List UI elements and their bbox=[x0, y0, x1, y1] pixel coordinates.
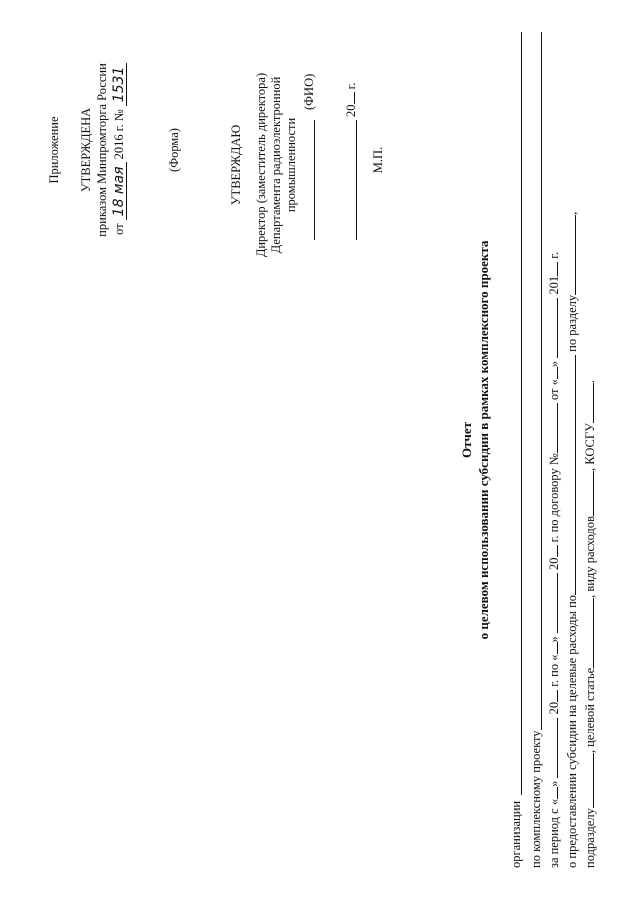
order-text: приказом Минпромторга России bbox=[95, 63, 109, 237]
approve-label: УТВЕРЖДАЮ bbox=[229, 124, 243, 206]
subsidy-row: о предоставлении субсидии на целевые расходы по по разделу, bbox=[565, 211, 579, 868]
classification-row: подразделу, целевой статье, виду расходов, КОСГУ. bbox=[583, 379, 597, 868]
approved-label: УТВЕРЖДЕНА bbox=[79, 107, 93, 193]
order-date-handwritten: 18 мая bbox=[112, 162, 127, 220]
order-number-handwritten: 1531 bbox=[112, 63, 127, 107]
form-label: (Форма) bbox=[167, 128, 181, 172]
project-label: по комплексному проекту bbox=[529, 730, 543, 868]
seal-label: М.П. bbox=[371, 146, 385, 174]
report-title: Отчет bbox=[459, 422, 474, 458]
date-year: 20 г. bbox=[344, 82, 358, 117]
rotated-form-sheet bbox=[0, 20, 640, 880]
position-line-1: Директор (заместитель директора) bbox=[254, 72, 268, 258]
order-date-line: от 18 мая 2016 г. № 1531 bbox=[112, 63, 127, 235]
date-line bbox=[356, 120, 357, 240]
position-line-2: Департамента радиоэлектронной bbox=[269, 76, 283, 254]
organization-label: организации bbox=[509, 800, 523, 868]
signature-line bbox=[314, 120, 315, 240]
position-line-3: промышленности bbox=[284, 117, 298, 213]
project-line bbox=[541, 32, 542, 730]
fio-label: (ФИО) bbox=[302, 73, 316, 110]
report-subtitle: о целевом использовании субсидии в рамках комплексного проекта bbox=[476, 240, 491, 640]
organization-line bbox=[521, 32, 522, 795]
period-row: за период с «» 20 г. по «» 20 г. по договору № от «» 201 г. bbox=[547, 251, 561, 868]
appendix-label: Приложение bbox=[47, 116, 61, 184]
